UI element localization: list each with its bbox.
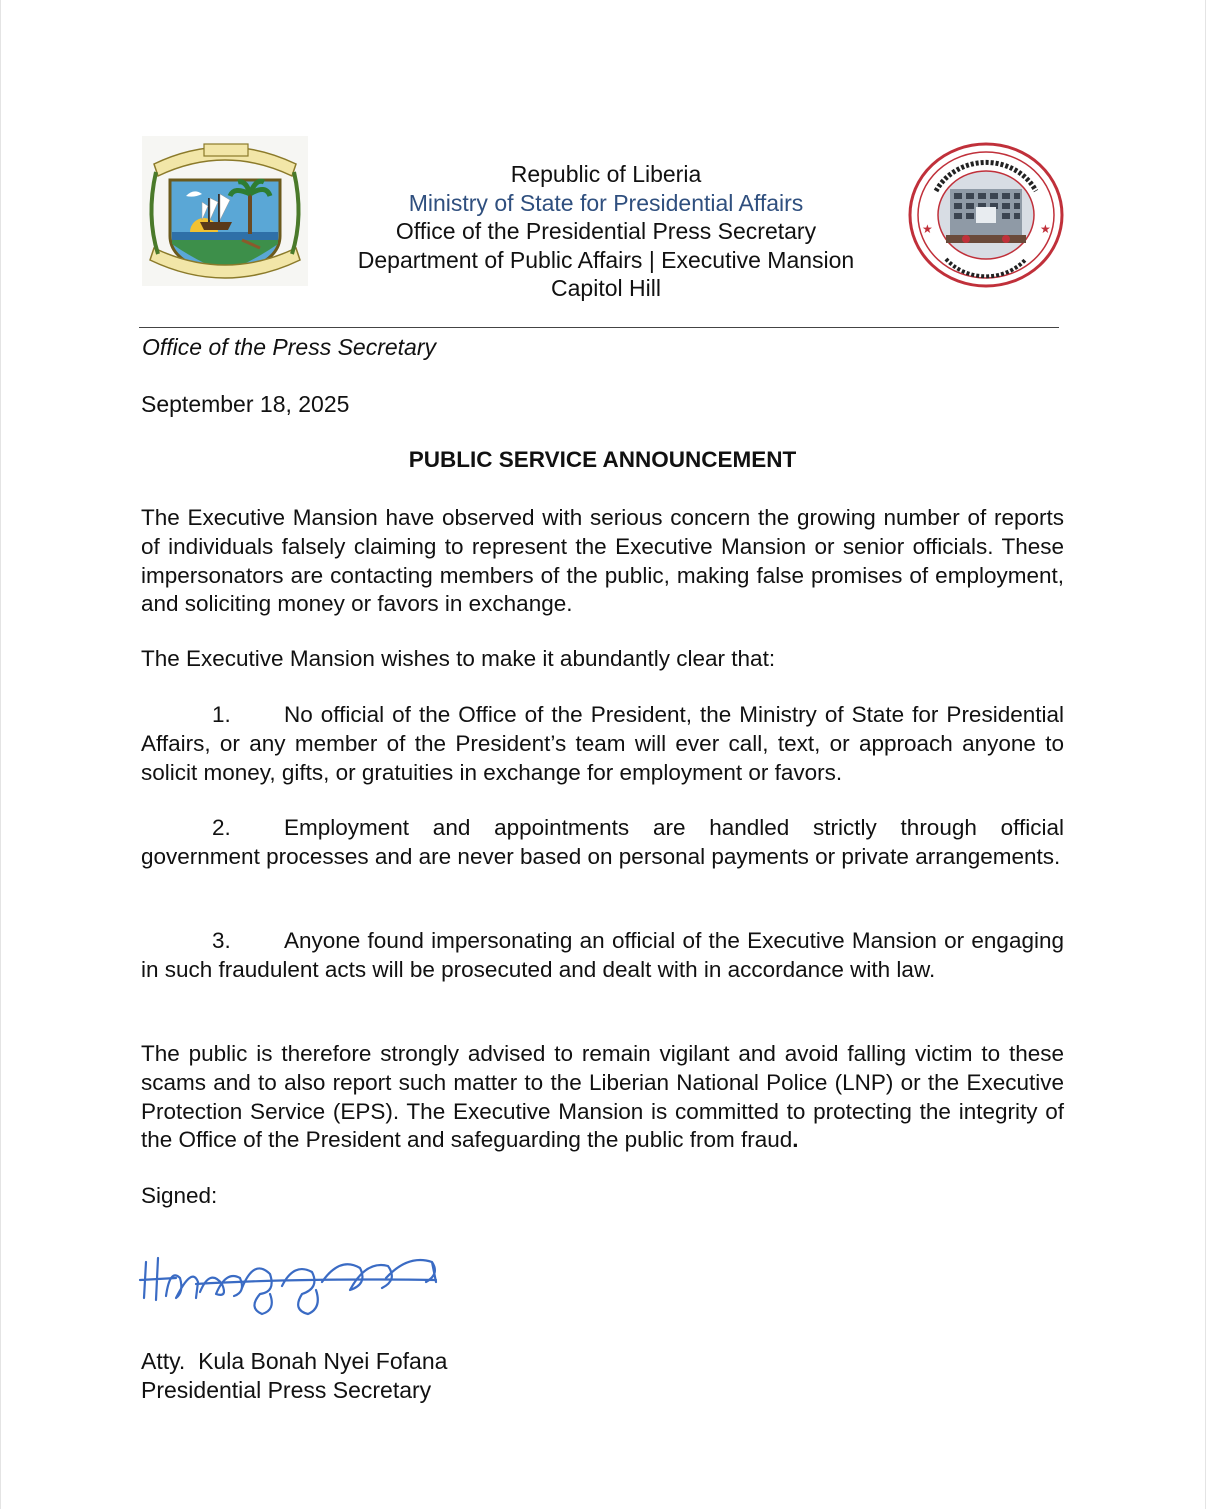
paragraph-advisory-text: The public is therefore strongly advised to remain vigilant and avoid falling victim to these scams and to also report such matter to the Liberian National Police (LNP) or the Executive Protection Service (EPS). The Executive Mansion is committed to protecting the integrity of the Office of the President and safeguarding the public from fraud <box>141 1041 1064 1153</box>
letterhead <box>300 160 912 303</box>
letterhead-ministry: Ministry of State for Presidential Affairs <box>408 189 804 216</box>
document-title: PUBLIC SERVICE ANNOUNCEMENT <box>408 447 797 472</box>
paragraph-clarification: The Executive Mansion wishes to make it abundantly clear that: <box>141 646 776 671</box>
handwritten-signature-icon <box>136 1248 446 1320</box>
svg-text:★: ★ <box>1040 222 1051 236</box>
list-item-text: No official of the Office of the President, the Ministry of State for Presidential Affairs, or any member of the President’s team will ever call, text, or approach anyone to solicit money, gifts, or gratuities in exchange for employment or favors. <box>141 702 1064 785</box>
list-item-number: 3. <box>212 928 231 953</box>
signer-title: Presidential Press Secretary <box>141 1377 432 1403</box>
letterhead-office: Office of the Presidential Press Secretary <box>395 218 817 244</box>
signed-label: Signed: <box>141 1183 218 1208</box>
liberia-coat-of-arms-icon <box>142 136 308 286</box>
letterhead-location: Capitol Hill <box>551 275 661 301</box>
list-item <box>141 927 1064 985</box>
press-secretary-seal-icon <box>906 141 1066 289</box>
list-item-number: 1. <box>212 702 231 727</box>
list-item-text: Anyone found impersonating an official of the Executive Mansion or engaging in such fraudulent acts will be prosecuted and dealt with in accordance with law. <box>141 928 1064 982</box>
signer-block <box>141 1347 447 1405</box>
paragraph-advisory-period: . <box>792 1127 799 1153</box>
letterhead-country: Republic of Liberia <box>510 161 702 187</box>
paragraph-advisory <box>141 1040 1064 1155</box>
list-item-number: 2. <box>212 815 231 840</box>
paragraph-intro: The Executive Mansion have observed with serious concern the growing number of reports of individuals falsely claiming to represent the Executive Mansion or senior officials. These impersonators are contacting members of the public, making false promises of employment, and soliciting money or favors in exchange. <box>141 505 1064 617</box>
date: September 18, 2025 <box>141 391 350 417</box>
letterhead-divider <box>139 327 1059 328</box>
office-line: Office of the Press Secretary <box>142 334 437 360</box>
list-item <box>141 701 1064 787</box>
svg-text:★: ★ <box>922 222 933 236</box>
signer-name: Atty. Kula Bonah Nyei Fofana <box>141 1348 448 1374</box>
list-item-text: Employment and appointments are handled strictly through official government processes and are never based on personal payments or private arrangements. <box>141 815 1064 869</box>
letterhead-department: Department of Public Affairs | Executive Mansion <box>357 246 855 273</box>
list-item <box>141 814 1064 872</box>
